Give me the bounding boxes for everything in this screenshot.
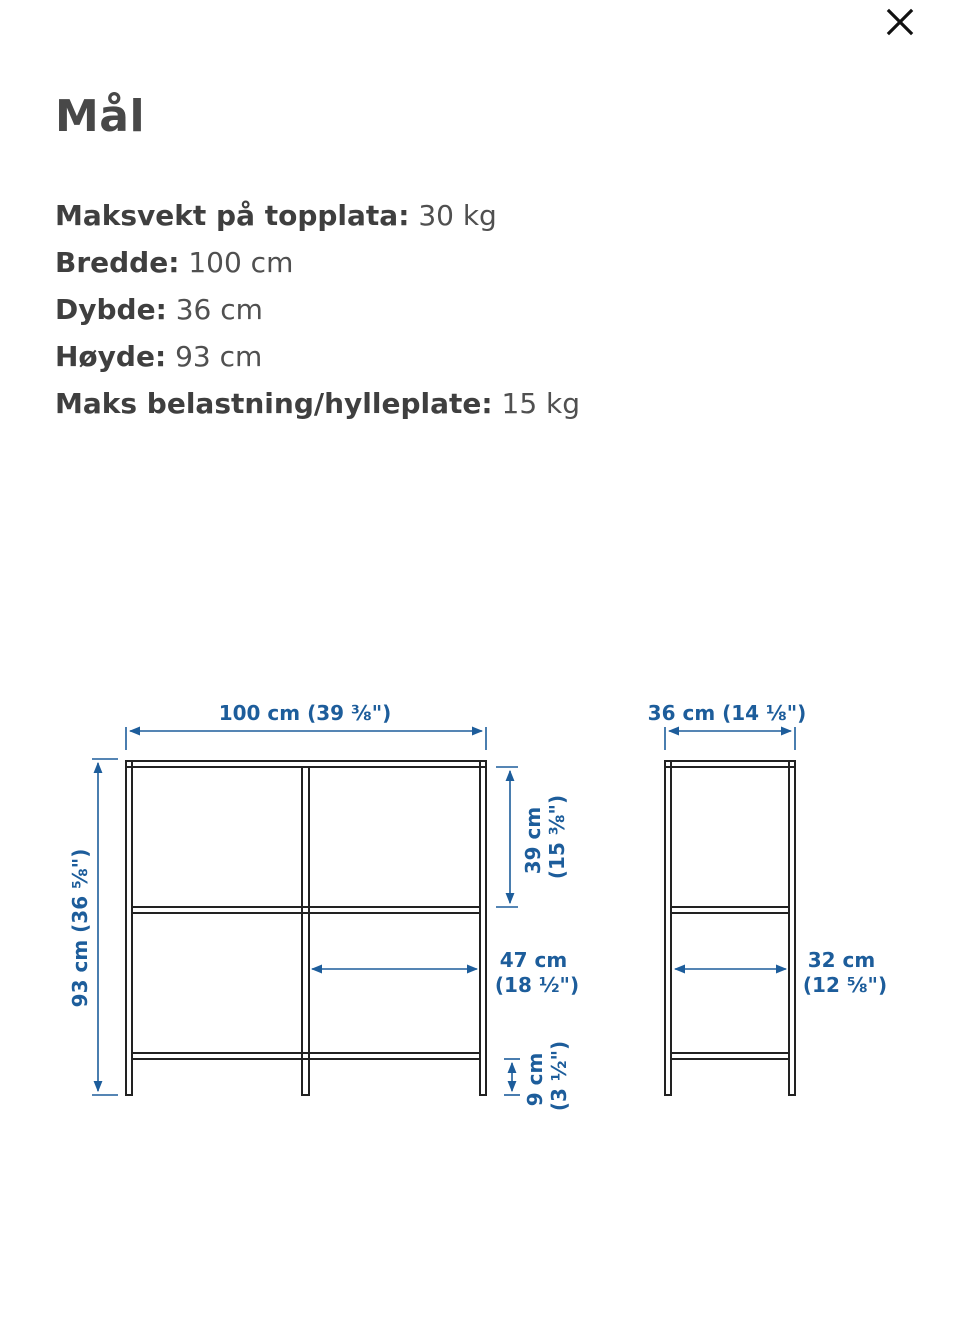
front-height-cm: 93 cm — [68, 939, 92, 1008]
front-height-in: (36 ⅝") — [68, 848, 92, 933]
upper-height-label — [521, 795, 569, 879]
inner-depth-cm: 32 cm — [807, 948, 876, 972]
spec-value: 15 kg — [501, 387, 581, 420]
leg-height-cm: 9 cm — [523, 1052, 547, 1107]
leg-height-in: (3 ½") — [547, 1040, 571, 1112]
side-view-frame — [665, 761, 795, 1095]
front-view-frame — [126, 761, 486, 1095]
spec-label: Maks belastning/hylleplate: — [55, 387, 493, 420]
inner-width-cm: 47 cm — [499, 948, 568, 972]
spec-value: 93 cm — [175, 340, 263, 373]
spec-label: Maksvekt på topplata: — [55, 199, 410, 232]
inner-width-in: (18 ½") — [494, 973, 580, 997]
inner-width-label — [495, 948, 579, 997]
dimension-drawing — [0, 680, 960, 1240]
spec-value: 100 cm — [188, 246, 294, 279]
upper-height-in: (15 ⅜") — [545, 794, 569, 880]
spec-row-max-top-weight — [55, 192, 580, 239]
side-depth-label: 36 cm (14 ⅛") — [647, 701, 807, 725]
spec-value: 30 kg — [418, 199, 497, 232]
side-dimensions — [665, 727, 795, 969]
spec-value: 36 cm — [175, 293, 263, 326]
page-title: Mål — [55, 91, 146, 142]
front-width-label: 100 cm (39 ⅜") — [218, 701, 392, 725]
spec-label: Bredde: — [55, 246, 180, 279]
front-height-label — [68, 849, 92, 1008]
inner-depth-label — [803, 948, 887, 997]
spec-label: Høyde: — [55, 340, 167, 373]
inner-depth-in: (12 ⅝") — [802, 973, 888, 997]
spec-list — [55, 192, 580, 427]
leg-height-label — [523, 1041, 571, 1111]
upper-height-cm: 39 cm — [521, 806, 545, 875]
spec-row-height — [55, 333, 580, 380]
close-button[interactable] — [876, 0, 924, 44]
spec-row-max-shelf-load — [55, 380, 580, 427]
spec-label: Dybde: — [55, 293, 167, 326]
front-dimensions — [92, 727, 520, 1095]
spec-row-width — [55, 239, 580, 286]
close-icon — [885, 7, 915, 37]
spec-row-depth — [55, 286, 580, 333]
